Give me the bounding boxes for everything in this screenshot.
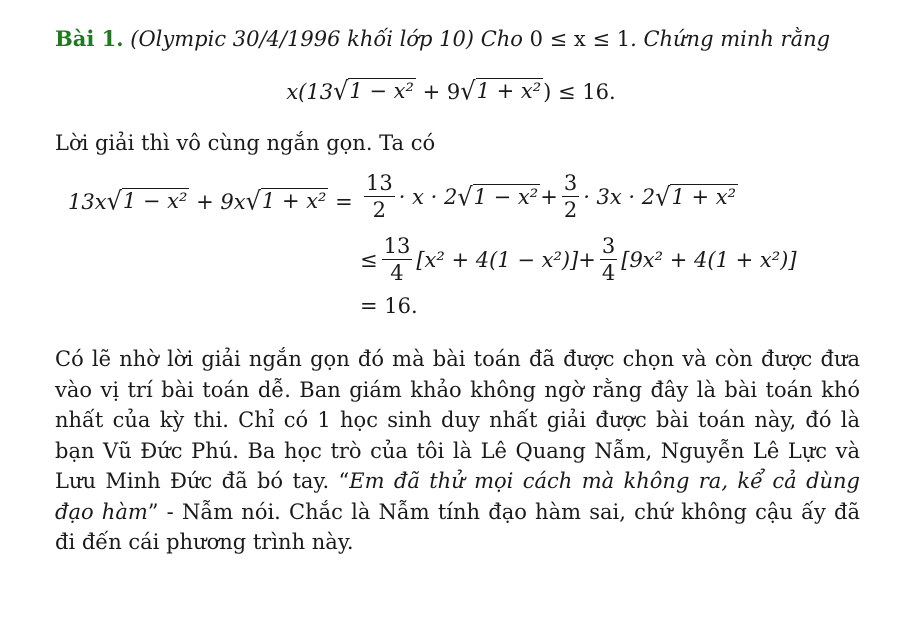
lhs-sqrt-1: √ 1 − x²: [106, 186, 188, 216]
fraction-13-4: [382, 233, 413, 286]
commentary-paragraph: [55, 344, 860, 558]
bracket-term-1: [x² + 4(1 − x²)]: [416, 247, 579, 272]
fraction-3-4: [600, 233, 617, 286]
equals-sign: =: [328, 190, 353, 214]
paragraph-text-1: Có lẽ nhờ lời giải ngắn gọn đó mà bài toán đã được chọn và còn được đưa vào vị trí bài toán dễ. Ban giám khảo không ngờ rằng đây là bài toán khó nhất của kỳ thi. Chỉ có 1 học sinh duy nhất giải được bài toán này, đó là bạn Vũ Đức Phú. Ba học trò của tôi là Lê Quang Nẫm, Nguyễn Lê Lực và Lưu Minh Đức đã bó tay. “: [55, 347, 860, 493]
frac-den: 4: [390, 261, 404, 285]
frac-num: 3: [601, 234, 616, 258]
frac-num: 13: [366, 171, 393, 195]
sqrt-2-radicand: 1 + x²: [476, 79, 542, 103]
lhs-sqrt-1-radicand: 1 − x²: [122, 189, 188, 213]
frac-den: 2: [372, 198, 387, 222]
problem-text-end: . Chứng minh rằng: [630, 27, 831, 51]
lhs-term-2: + 9x: [189, 190, 246, 214]
equation-lhs: [68, 188, 353, 214]
problem-condition: 0 ≤ x ≤ 1: [529, 27, 631, 51]
equation-line-3: = 16.: [360, 294, 418, 318]
frac-den: 2: [563, 198, 578, 222]
line1-term-c: · x · 2: [398, 184, 458, 209]
bracket-term-2: [9x² + 4(1 + x²)]: [621, 247, 797, 272]
fraction-13-2: [364, 170, 395, 223]
fraction-3-2: [562, 170, 579, 223]
line1-sqrt-2: √ 1 + x²: [655, 182, 737, 212]
problem-source: (Olympic 30/4/1996 khối lớp 10): [130, 27, 474, 51]
frac-den: 4: [601, 261, 616, 285]
frac-num: 3: [563, 171, 578, 195]
equation-line-1: [360, 170, 738, 223]
problem-text-start: Cho: [480, 27, 523, 51]
leq-sign: ≤: [360, 247, 378, 272]
plus-sign: +: [578, 247, 596, 272]
lhs-sqrt-2: √ 1 + x²: [245, 186, 327, 216]
equation-line-2: [360, 233, 797, 286]
sqrt-2: √ 1 + x²: [460, 76, 542, 106]
sqrt-1-radicand: 1 − x²: [349, 79, 414, 103]
plus-sign: +: [540, 184, 558, 209]
problem-label: Bài 1.: [55, 26, 124, 51]
solution-lead: Lời giải thì vô cùng ngắn gọn. Ta có: [55, 131, 436, 155]
line1-sqrt-2-radicand: 1 + x²: [671, 185, 737, 209]
inequality-display: [0, 76, 902, 108]
line1-term-d: · 3x · 2: [583, 184, 656, 209]
ineq-mid: + 9: [415, 80, 461, 104]
problem-statement: [55, 24, 865, 54]
sqrt-1: √ 1 − x²: [333, 76, 414, 106]
frac-num: 13: [383, 234, 411, 258]
ineq-prefix: x(13: [286, 80, 334, 104]
lhs-term-1: 13x: [68, 190, 107, 214]
paragraph-text-2: ” - Nẫm nói. Chắc là Nẫm tính đạo hàm sai, chứ không cậu ấy đã đi đến cái phương trình này.: [55, 499, 860, 554]
paragraph-quote: Em đã thử mọi cách mà không ra, kể cả dùng đạo hàm: [55, 469, 860, 524]
line1-sqrt-1-radicand: 1 − x²: [473, 185, 539, 209]
ineq-suffix: ) ≤ 16.: [543, 80, 616, 104]
lhs-sqrt-2-radicand: 1 + x²: [261, 189, 327, 213]
line1-sqrt-1: √ 1 − x²: [457, 182, 539, 212]
